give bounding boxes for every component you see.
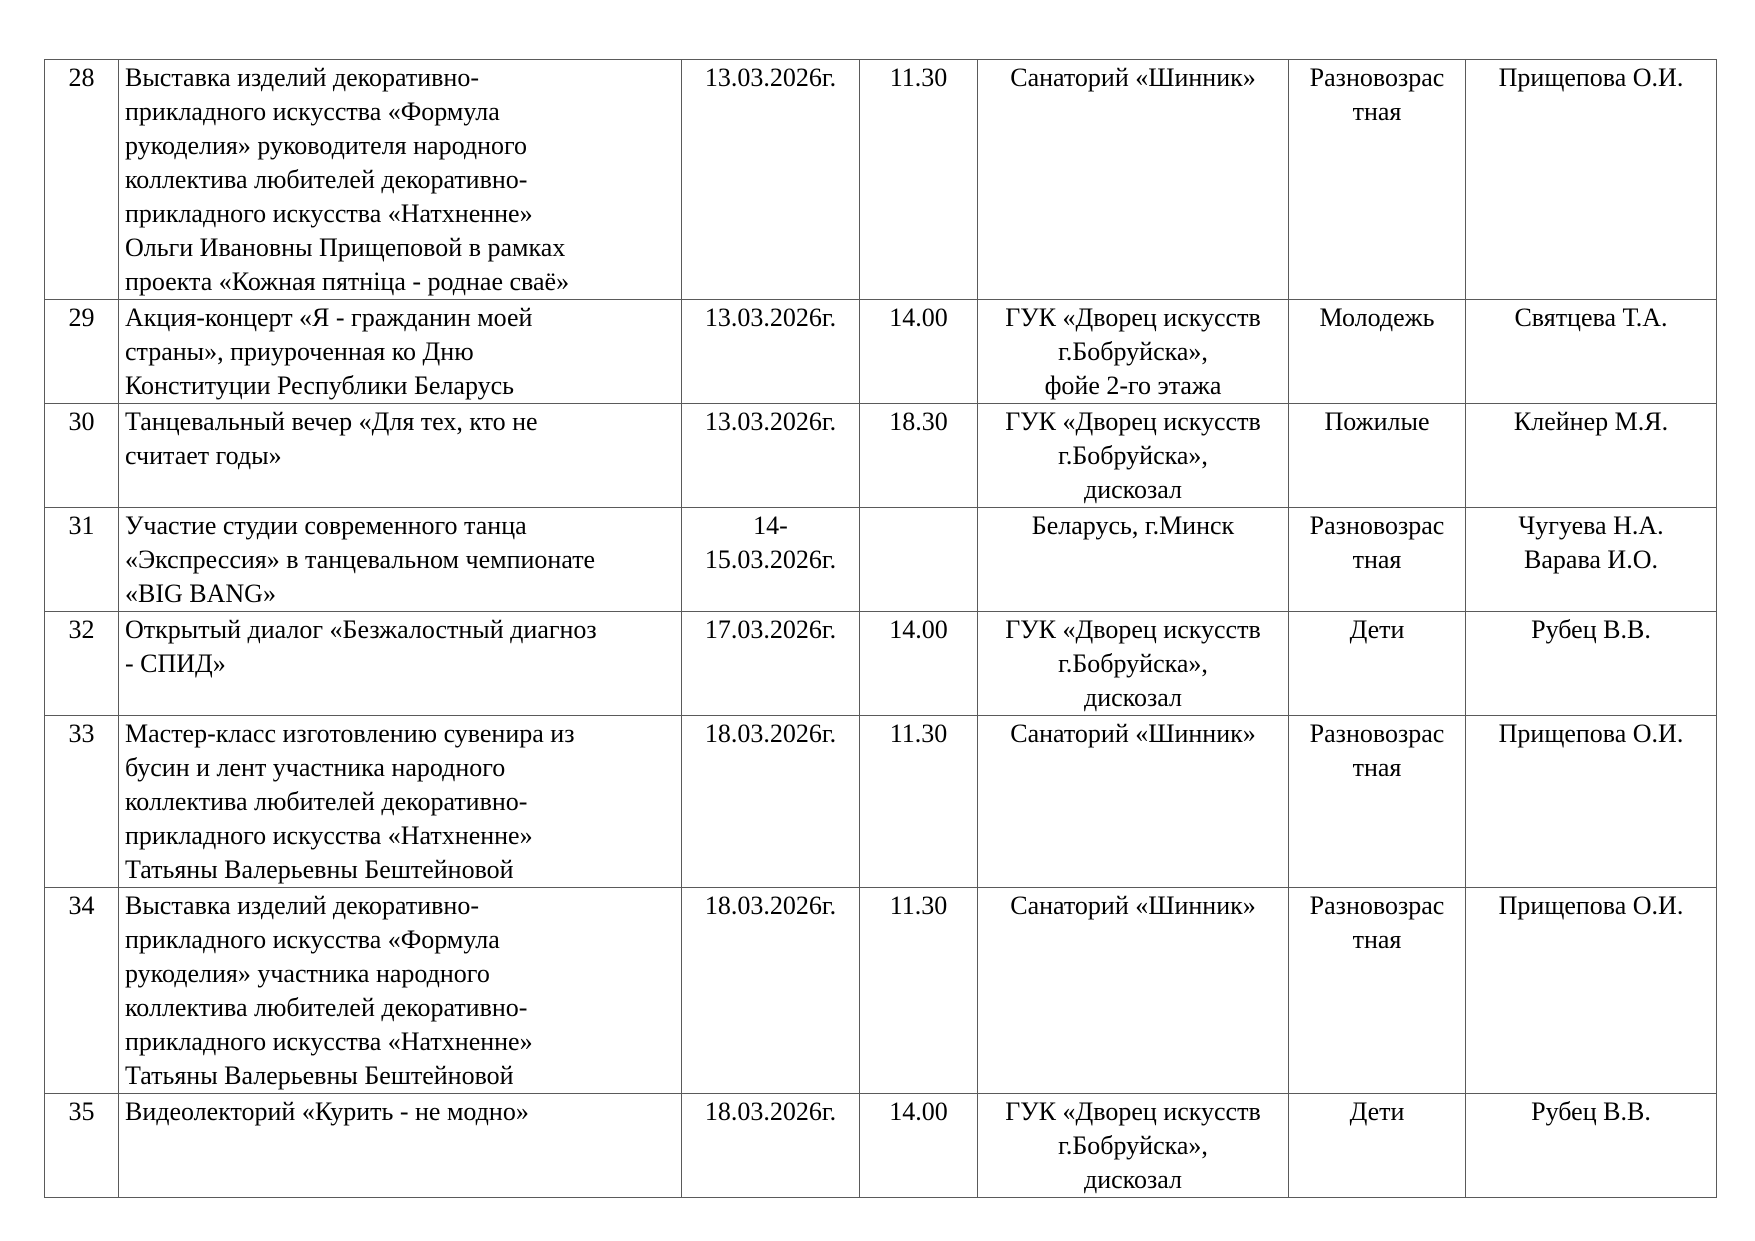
event-date-line: 14-	[753, 511, 788, 540]
event-audience-cell	[1289, 1094, 1466, 1198]
event-audience-line: тная	[1352, 925, 1402, 954]
event-time: 11.30	[889, 63, 948, 92]
event-name-line: Татьяны Валерьевны Бештейновой	[125, 1061, 514, 1090]
event-place-line: г.Бобруйска»,	[1058, 441, 1208, 470]
event-number-cell	[45, 60, 119, 300]
event-date-cell	[682, 1094, 860, 1198]
event-date-cell	[682, 612, 860, 716]
event-name-line: рукоделия» руководителя народного	[125, 131, 527, 160]
event-audience-line: Дети	[1349, 615, 1405, 644]
event-time-cell	[860, 60, 978, 300]
event-number: 29	[68, 303, 95, 332]
event-audience-cell	[1289, 60, 1466, 300]
event-audience-cell	[1289, 612, 1466, 716]
event-name-line: коллектива любителей декоративно-	[125, 993, 528, 1022]
table-row	[45, 60, 1717, 300]
event-place-cell	[978, 716, 1289, 888]
event-name-line: «Экспрессия» в танцевальном чемпионате	[125, 545, 596, 574]
event-place-line: Беларусь, г.Минск	[1031, 511, 1235, 540]
event-place-line: ГУК «Дворец искусств	[1005, 1097, 1261, 1126]
event-place-cell	[978, 612, 1289, 716]
event-time: 11.30	[889, 719, 948, 748]
event-responsible-line: Прищепова О.И.	[1498, 891, 1684, 920]
event-number: 28	[68, 63, 95, 92]
event-responsible-cell	[1466, 508, 1717, 612]
event-audience-line: Разновозрас	[1309, 891, 1445, 920]
event-name-cell	[119, 612, 682, 716]
event-name-cell	[119, 1094, 682, 1198]
event-place-cell	[978, 60, 1289, 300]
event-responsible-line: Прищепова О.И.	[1498, 63, 1684, 92]
event-time: 14.00	[889, 303, 948, 332]
event-date-cell	[682, 508, 860, 612]
event-place-line: Санаторий «Шинник»	[1010, 63, 1256, 92]
event-number-cell	[45, 1094, 119, 1198]
table-row	[45, 1094, 1717, 1198]
event-place-line: ГУК «Дворец искусств	[1005, 303, 1261, 332]
event-audience-cell	[1289, 716, 1466, 888]
event-time: 14.00	[889, 1097, 948, 1126]
event-name-line: Танцевальный вечер «Для тех, кто не	[125, 407, 538, 436]
event-number: 33	[68, 719, 95, 748]
event-place-cell	[978, 1094, 1289, 1198]
event-time-cell	[860, 508, 978, 612]
event-number-cell	[45, 612, 119, 716]
event-name-line: считает годы»	[125, 441, 282, 470]
event-place-line: дискозал	[1083, 1165, 1182, 1194]
event-name-line: Видеолекторий «Курить - не модно»	[125, 1097, 529, 1126]
event-responsible-line: Прищепова О.И.	[1498, 719, 1684, 748]
event-time: 14.00	[889, 615, 948, 644]
event-date-line: 13.03.2026г.	[704, 63, 837, 92]
event-place-line: Санаторий «Шинник»	[1010, 891, 1256, 920]
event-responsible-cell	[1466, 60, 1717, 300]
event-audience-line: Разновозрас	[1309, 511, 1445, 540]
event-time: 18.30	[889, 407, 948, 436]
table-row	[45, 300, 1717, 404]
event-audience-cell	[1289, 404, 1466, 508]
event-place-cell	[978, 300, 1289, 404]
event-time-cell	[860, 300, 978, 404]
event-name-line: бусин и лент участника народного	[125, 753, 506, 782]
event-number: 31	[68, 511, 95, 540]
event-audience-line: тная	[1352, 545, 1402, 574]
event-name-cell	[119, 60, 682, 300]
event-number: 35	[68, 1097, 95, 1126]
event-name-line: Выставка изделий декоративно-	[125, 63, 479, 92]
event-time-cell	[860, 404, 978, 508]
event-place-cell	[978, 888, 1289, 1094]
event-place-line: ГУК «Дворец искусств	[1005, 615, 1261, 644]
event-responsible-line: Святцева Т.А.	[1514, 303, 1668, 332]
event-place-line: Санаторий «Шинник»	[1010, 719, 1256, 748]
event-number-cell	[45, 888, 119, 1094]
event-date-line: 18.03.2026г.	[704, 719, 837, 748]
table-row	[45, 508, 1717, 612]
event-date-cell	[682, 888, 860, 1094]
event-responsible-line: Рубец В.В.	[1531, 615, 1651, 644]
event-audience-line: тная	[1352, 97, 1402, 126]
event-responsible-cell	[1466, 404, 1717, 508]
event-audience-cell	[1289, 508, 1466, 612]
event-place-line: дискозал	[1083, 683, 1182, 712]
event-date-line: 13.03.2026г.	[704, 407, 837, 436]
event-time-cell	[860, 612, 978, 716]
event-place-line: дискозал	[1083, 475, 1182, 504]
table-body	[45, 60, 1717, 1198]
event-date-cell	[682, 60, 860, 300]
event-date-line: 15.03.2026г.	[704, 545, 837, 574]
event-audience-line: Пожилые	[1324, 407, 1430, 436]
event-audience-line: Разновозрас	[1309, 63, 1445, 92]
event-audience-cell	[1289, 888, 1466, 1094]
event-audience-line: Молодежь	[1319, 303, 1435, 332]
event-responsible-line: Рубец В.В.	[1531, 1097, 1651, 1126]
event-name-line: Конституции Республики Беларусь	[125, 371, 515, 400]
event-responsible-line: Варава И.О.	[1524, 545, 1658, 574]
event-number-cell	[45, 508, 119, 612]
event-date-cell	[682, 716, 860, 888]
event-time-cell	[860, 716, 978, 888]
event-name-cell	[119, 300, 682, 404]
event-responsible-cell	[1466, 612, 1717, 716]
event-audience-cell	[1289, 300, 1466, 404]
event-name-cell	[119, 716, 682, 888]
event-name-line: «BIG BANG»	[125, 579, 276, 608]
event-name-line: коллектива любителей декоративно-	[125, 787, 528, 816]
event-name-line: Открытый диалог «Безжалостный диагноз	[125, 615, 597, 644]
event-responsible-line: Клейнер М.Я.	[1513, 407, 1669, 436]
event-name-line: прикладного искусства «Натхненне»	[125, 821, 533, 850]
event-date-line: 13.03.2026г.	[704, 303, 837, 332]
event-date-line: 17.03.2026г.	[704, 615, 837, 644]
event-name-line: Татьяны Валерьевны Бештейновой	[125, 855, 514, 884]
event-name-line: Мастер-класс изготовлению сувенира из	[125, 719, 575, 748]
event-name-line: прикладного искусства «Формула	[125, 925, 500, 954]
table-row	[45, 612, 1717, 716]
event-date-cell	[682, 300, 860, 404]
event-responsible-cell	[1466, 888, 1717, 1094]
table-row	[45, 888, 1717, 1094]
event-place-line: г.Бобруйска»,	[1058, 649, 1208, 678]
event-date-cell	[682, 404, 860, 508]
event-number-cell	[45, 300, 119, 404]
event-name-line: прикладного искусства «Формула	[125, 97, 500, 126]
event-time-cell	[860, 1094, 978, 1198]
event-name-line: Акция-концерт «Я - гражданин моей	[125, 303, 533, 332]
event-name-line: прикладного искусства «Натхненне»	[125, 199, 533, 228]
event-name-line: Участие студии современного танца	[125, 511, 527, 540]
event-date-line: 18.03.2026г.	[704, 1097, 837, 1126]
event-name-line: прикладного искусства «Натхненне»	[125, 1027, 533, 1056]
event-name-line: Ольги Ивановны Прищеповой в рамках	[125, 233, 566, 262]
event-name-line: коллектива любителей декоративно-	[125, 165, 528, 194]
event-responsible-line: Чугуева Н.А.	[1518, 511, 1664, 540]
event-place-line: фойе 2-го этажа	[1044, 371, 1222, 400]
event-place-cell	[978, 404, 1289, 508]
event-place-line: г.Бобруйска»,	[1058, 1131, 1208, 1160]
event-date-line: 18.03.2026г.	[704, 891, 837, 920]
event-name-line: Выставка изделий декоративно-	[125, 891, 479, 920]
event-audience-line: тная	[1352, 753, 1402, 782]
event-name-line: рукоделия» участника народного	[125, 959, 490, 988]
event-audience-line: Разновозрас	[1309, 719, 1445, 748]
event-place-cell	[978, 508, 1289, 612]
event-name-line: страны», приуроченная ко Дню	[125, 337, 474, 366]
event-name-cell	[119, 508, 682, 612]
event-place-line: г.Бобруйска»,	[1058, 337, 1208, 366]
event-time-cell	[860, 888, 978, 1094]
table-row	[45, 716, 1717, 888]
event-responsible-cell	[1466, 716, 1717, 888]
event-name-line: проекта «Кожная пятніца - роднае сваё»	[125, 267, 570, 296]
event-number-cell	[45, 404, 119, 508]
event-name-cell	[119, 888, 682, 1094]
event-responsible-cell	[1466, 300, 1717, 404]
event-place-line: ГУК «Дворец искусств	[1005, 407, 1261, 436]
event-number: 30	[68, 407, 95, 436]
event-time: 11.30	[889, 891, 948, 920]
events-table	[44, 59, 1717, 1198]
event-audience-line: Дети	[1349, 1097, 1405, 1126]
event-name-line: - СПИД»	[125, 649, 226, 678]
event-responsible-cell	[1466, 1094, 1717, 1198]
table-row	[45, 404, 1717, 508]
event-number-cell	[45, 716, 119, 888]
event-number: 32	[68, 615, 95, 644]
event-number: 34	[68, 891, 95, 920]
event-name-cell	[119, 404, 682, 508]
